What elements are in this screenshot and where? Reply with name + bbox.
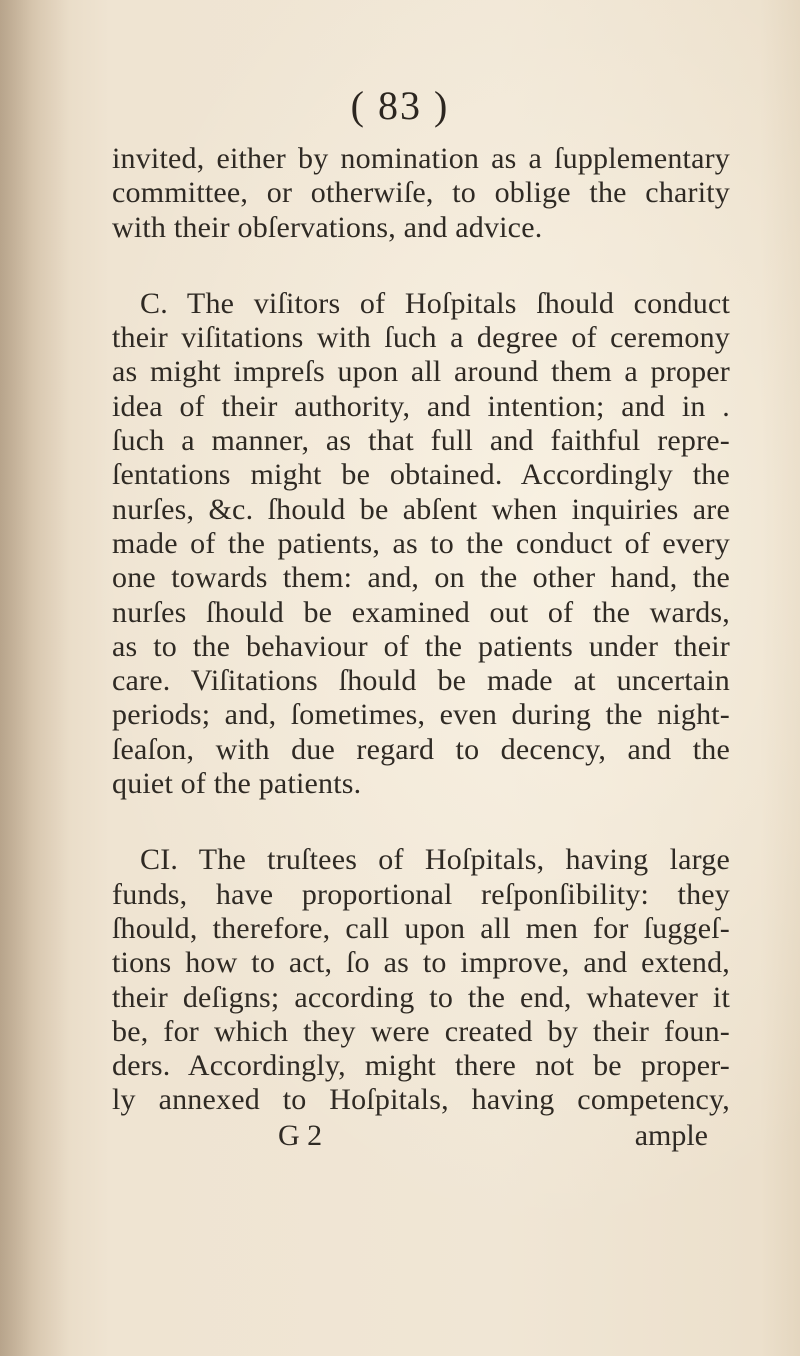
text-line: ly annexed to Hoſpitals, having competency, (112, 1083, 730, 1117)
paragraph-c (112, 287, 730, 801)
text-line: be, for which they were created by their foun- (112, 1014, 730, 1048)
paragraph-continuation (112, 142, 730, 245)
text-line: made of the patients, as to the conduct of every (112, 526, 730, 560)
text-line: their deſigns; according to the end, whatever it (112, 980, 730, 1014)
text-line: CI. The truſtees of Hoſpitals, having large (140, 843, 730, 877)
text-line: idea of their authority, and intention; and in . (112, 389, 730, 423)
text-line: as to the behaviour of the patients under their (112, 629, 730, 663)
text-line: periods; and, ſometimes, even during the night- (112, 698, 730, 732)
text-line: ſentations might be obtained. Accordingly the (112, 458, 730, 492)
signature-mark: G 2 (278, 1119, 323, 1152)
body-text (112, 142, 730, 1160)
text-line: quiet of the patients. (112, 767, 362, 801)
page-footer (0, 1119, 800, 1153)
paragraph-ci (112, 843, 730, 1117)
text-line: invited, either by nomination as a ſupplementary (112, 142, 730, 175)
page-number: ( 83 ) (350, 83, 450, 128)
text-line: nurſes ſhould be examined out of the wards, (112, 595, 730, 629)
text-line: one towards them: and, on the other hand, the (112, 561, 730, 595)
text-line: their viſitations with ſuch a degree of ceremony (112, 321, 730, 355)
text-line: C. The viſitors of Hoſpitals ſhould conduct (140, 286, 730, 320)
text-line: tions how to act, ſo as to improve, and extend, (112, 946, 730, 980)
catchword: ample (634, 1119, 708, 1152)
text-line: ſuch a manner, as that full and faithful repre- (112, 424, 730, 458)
text-line: with their obſervations, and advice. (112, 210, 543, 244)
text-line: committee, or otherwiſe, to oblige the charity (112, 176, 730, 210)
text-line: ſeaſon, with due regard to decency, and the (112, 732, 730, 766)
text-line: funds, have proportional reſponſibility: they (112, 877, 730, 911)
text-line: as might impreſs upon all around them a proper (112, 355, 730, 389)
text-line: nurſes, &c. ſhould be abſent when inquiries are (112, 492, 730, 526)
text-line: ders. Accordingly, might there not be proper- (112, 1049, 730, 1083)
text-line: ſhould, therefore, call upon all men for ſuggeſ- (112, 911, 730, 945)
text-line: care. Viſitations ſhould be made at uncertain (112, 664, 730, 698)
